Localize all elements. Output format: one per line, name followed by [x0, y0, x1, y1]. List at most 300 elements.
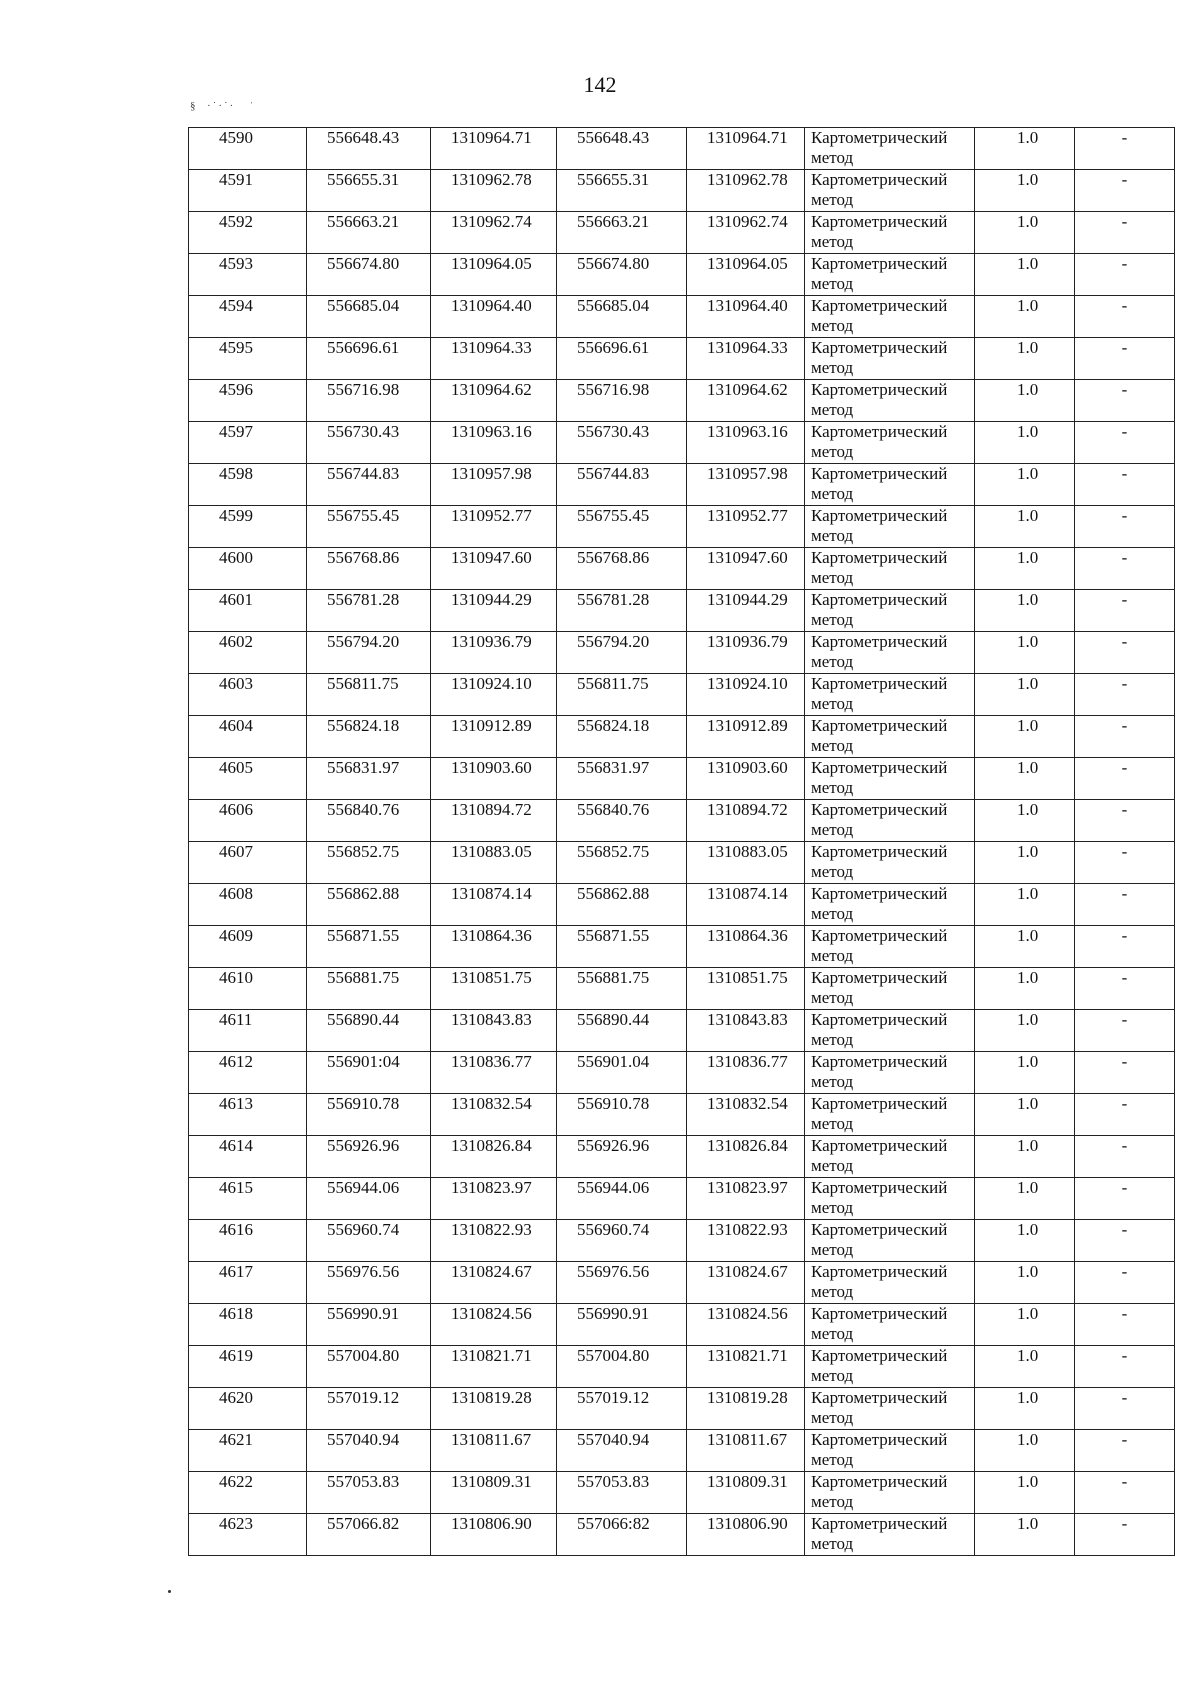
accuracy-cell: 1.0: [975, 800, 1075, 842]
x-coordinate-cell: 556901:04: [307, 1052, 431, 1094]
x-coordinate-cell: 556768.86: [557, 548, 687, 590]
y-coordinate-cell: 1310836.77: [687, 1052, 805, 1094]
method-cell: [805, 1178, 975, 1220]
note-cell: -: [1075, 1052, 1175, 1094]
note-cell: -: [1075, 338, 1175, 380]
y-coordinate-cell: 1310811.67: [431, 1430, 557, 1472]
point-number-cell: 4622: [189, 1472, 307, 1514]
x-coordinate-cell: 556655.31: [557, 170, 687, 212]
point-number-cell: 4621: [189, 1430, 307, 1472]
x-coordinate-cell: 556990.91: [307, 1304, 431, 1346]
note-cell: -: [1075, 1094, 1175, 1136]
table-row: [189, 380, 1175, 422]
method-line-2: метод: [811, 568, 854, 587]
x-coordinate-cell: 556663.21: [557, 212, 687, 254]
method-cell: [805, 1430, 975, 1472]
note-cell: -: [1075, 758, 1175, 800]
y-coordinate-cell: 1310947.60: [687, 548, 805, 590]
accuracy-cell: 1.0: [975, 548, 1075, 590]
point-number-cell: 4603: [189, 674, 307, 716]
method-cell: [805, 800, 975, 842]
table-row: [189, 1052, 1175, 1094]
x-coordinate-cell: 556674.80: [307, 254, 431, 296]
y-coordinate-cell: 1310864.36: [687, 926, 805, 968]
method-line-1: Картометрический: [811, 716, 948, 735]
x-coordinate-cell: 556696.61: [307, 338, 431, 380]
note-cell: -: [1075, 422, 1175, 464]
accuracy-cell: 1.0: [975, 1346, 1075, 1388]
x-coordinate-cell: 556781.28: [557, 590, 687, 632]
note-cell: -: [1075, 800, 1175, 842]
x-coordinate-cell: 556890.44: [557, 1010, 687, 1052]
method-cell: [805, 548, 975, 590]
method-line-1: Картометрический: [811, 1136, 948, 1155]
y-coordinate-cell: 1310944.29: [687, 590, 805, 632]
x-coordinate-cell: 556852.75: [307, 842, 431, 884]
accuracy-cell: 1.0: [975, 1304, 1075, 1346]
method-line-1: Картометрический: [811, 296, 948, 315]
method-cell: [805, 1052, 975, 1094]
table-row: [189, 758, 1175, 800]
method-line-1: Картометрический: [811, 464, 948, 483]
y-coordinate-cell: 1310809.31: [431, 1472, 557, 1514]
x-coordinate-cell: 556960.74: [557, 1220, 687, 1262]
method-line-2: метод: [811, 148, 854, 167]
y-coordinate-cell: 1310903.60: [687, 758, 805, 800]
method-line-2: метод: [811, 1534, 854, 1553]
table-row: [189, 926, 1175, 968]
table-row: [189, 1136, 1175, 1178]
method-cell: [805, 296, 975, 338]
point-number-cell: 4601: [189, 590, 307, 632]
accuracy-cell: 1.0: [975, 1052, 1075, 1094]
y-coordinate-cell: 1310964.40: [431, 296, 557, 338]
accuracy-cell: 1.0: [975, 128, 1075, 170]
y-coordinate-cell: 1310964.33: [687, 338, 805, 380]
point-number-cell: 4613: [189, 1094, 307, 1136]
point-number-cell: 4600: [189, 548, 307, 590]
table-row: [189, 506, 1175, 548]
note-cell: -: [1075, 1472, 1175, 1514]
accuracy-cell: 1.0: [975, 1430, 1075, 1472]
method-line-1: Картометрический: [811, 1052, 948, 1071]
note-cell: -: [1075, 842, 1175, 884]
method-line-1: Картометрический: [811, 968, 948, 987]
method-line-1: Картометрический: [811, 1010, 948, 1029]
method-line-2: метод: [811, 946, 854, 965]
y-coordinate-cell: 1310952.77: [431, 506, 557, 548]
method-cell: [805, 716, 975, 758]
y-coordinate-cell: 1310822.93: [687, 1220, 805, 1262]
table-row: [189, 674, 1175, 716]
x-coordinate-cell: 556926.96: [307, 1136, 431, 1178]
x-coordinate-cell: 557040.94: [557, 1430, 687, 1472]
method-line-1: Картометрический: [811, 884, 948, 903]
method-line-2: метод: [811, 820, 854, 839]
y-coordinate-cell: 1310823.97: [687, 1178, 805, 1220]
table-row: [189, 842, 1175, 884]
accuracy-cell: 1.0: [975, 926, 1075, 968]
accuracy-cell: 1.0: [975, 842, 1075, 884]
method-cell: [805, 926, 975, 968]
table-row: [189, 1220, 1175, 1262]
y-coordinate-cell: 1310836.77: [431, 1052, 557, 1094]
accuracy-cell: 1.0: [975, 1220, 1075, 1262]
x-coordinate-cell: 556744.83: [557, 464, 687, 506]
table-row: [189, 128, 1175, 170]
x-coordinate-cell: 556655.31: [307, 170, 431, 212]
point-number-cell: 4608: [189, 884, 307, 926]
y-coordinate-cell: 1310962.74: [687, 212, 805, 254]
y-coordinate-cell: 1310962.78: [687, 170, 805, 212]
x-coordinate-cell: 556696.61: [557, 338, 687, 380]
y-coordinate-cell: 1310883.05: [431, 842, 557, 884]
method-cell: [805, 254, 975, 296]
method-line-2: метод: [811, 1072, 854, 1091]
x-coordinate-cell: 556730.43: [307, 422, 431, 464]
method-line-1: Картометрический: [811, 1472, 948, 1491]
y-coordinate-cell: 1310964.05: [687, 254, 805, 296]
table-row: [189, 884, 1175, 926]
y-coordinate-cell: 1310864.36: [431, 926, 557, 968]
y-coordinate-cell: 1310821.71: [431, 1346, 557, 1388]
x-coordinate-cell: 556648.43: [557, 128, 687, 170]
table-row: [189, 1346, 1175, 1388]
table-row: [189, 212, 1175, 254]
y-coordinate-cell: 1310843.83: [687, 1010, 805, 1052]
y-coordinate-cell: 1310832.54: [431, 1094, 557, 1136]
point-number-cell: 4597: [189, 422, 307, 464]
point-number-cell: 4618: [189, 1304, 307, 1346]
point-number-cell: 4612: [189, 1052, 307, 1094]
table-row: [189, 716, 1175, 758]
method-line-1: Картометрический: [811, 1346, 948, 1365]
note-cell: -: [1075, 1010, 1175, 1052]
method-line-2: метод: [811, 1156, 854, 1175]
note-cell: -: [1075, 632, 1175, 674]
y-coordinate-cell: 1310962.78: [431, 170, 557, 212]
method-line-1: Картометрический: [811, 1262, 948, 1281]
method-cell: [805, 968, 975, 1010]
note-cell: -: [1075, 212, 1175, 254]
method-line-2: метод: [811, 1240, 854, 1259]
y-coordinate-cell: 1310964.71: [687, 128, 805, 170]
y-coordinate-cell: 1310963.16: [431, 422, 557, 464]
table-row: [189, 170, 1175, 212]
note-cell: -: [1075, 716, 1175, 758]
note-cell: -: [1075, 254, 1175, 296]
y-coordinate-cell: 1310851.75: [431, 968, 557, 1010]
x-coordinate-cell: 556685.04: [307, 296, 431, 338]
table-row: [189, 254, 1175, 296]
x-coordinate-cell: 556831.97: [307, 758, 431, 800]
method-line-2: метод: [811, 904, 854, 923]
x-coordinate-cell: 556926.96: [557, 1136, 687, 1178]
x-coordinate-cell: 556831.97: [557, 758, 687, 800]
accuracy-cell: 1.0: [975, 716, 1075, 758]
accuracy-cell: 1.0: [975, 170, 1075, 212]
note-cell: -: [1075, 590, 1175, 632]
table-row: [189, 1094, 1175, 1136]
x-coordinate-cell: 556901.04: [557, 1052, 687, 1094]
method-line-2: метод: [811, 862, 854, 881]
point-number-cell: 4609: [189, 926, 307, 968]
method-cell: [805, 842, 975, 884]
method-line-1: Картометрический: [811, 1304, 948, 1323]
x-coordinate-cell: 556871.55: [307, 926, 431, 968]
note-cell: -: [1075, 170, 1175, 212]
method-line-2: метод: [811, 232, 854, 251]
x-coordinate-cell: 556824.18: [557, 716, 687, 758]
table-row: [189, 1304, 1175, 1346]
note-cell: -: [1075, 1220, 1175, 1262]
method-line-2: метод: [811, 1366, 854, 1385]
method-line-1: Картометрический: [811, 254, 948, 273]
x-coordinate-cell: 556730.43: [557, 422, 687, 464]
x-coordinate-cell: 556716.98: [557, 380, 687, 422]
note-cell: -: [1075, 1388, 1175, 1430]
method-line-2: метод: [811, 1492, 854, 1511]
method-cell: [805, 1136, 975, 1178]
table-row: [189, 464, 1175, 506]
y-coordinate-cell: 1310806.90: [431, 1514, 557, 1556]
method-line-1: Картометрический: [811, 548, 948, 567]
y-coordinate-cell: 1310964.62: [687, 380, 805, 422]
point-number-cell: 4619: [189, 1346, 307, 1388]
point-number-cell: 4599: [189, 506, 307, 548]
x-coordinate-cell: 556674.80: [557, 254, 687, 296]
x-coordinate-cell: 556862.88: [307, 884, 431, 926]
point-number-cell: 4595: [189, 338, 307, 380]
method-cell: [805, 212, 975, 254]
y-coordinate-cell: 1310874.14: [431, 884, 557, 926]
note-cell: -: [1075, 968, 1175, 1010]
accuracy-cell: 1.0: [975, 674, 1075, 716]
x-coordinate-cell: 557053.83: [557, 1472, 687, 1514]
accuracy-cell: 1.0: [975, 590, 1075, 632]
note-cell: -: [1075, 674, 1175, 716]
method-cell: [805, 1472, 975, 1514]
method-line-2: метод: [811, 988, 854, 1007]
x-coordinate-cell: 556685.04: [557, 296, 687, 338]
y-coordinate-cell: 1310824.67: [687, 1262, 805, 1304]
accuracy-cell: 1.0: [975, 1514, 1075, 1556]
table-row: [189, 590, 1175, 632]
scan-dot-mark: [168, 1590, 171, 1593]
x-coordinate-cell: 556944.06: [307, 1178, 431, 1220]
table-row: [189, 1388, 1175, 1430]
y-coordinate-cell: 1310952.77: [687, 506, 805, 548]
note-cell: -: [1075, 296, 1175, 338]
point-number-cell: 4590: [189, 128, 307, 170]
method-cell: [805, 1262, 975, 1304]
point-number-cell: 4604: [189, 716, 307, 758]
accuracy-cell: 1.0: [975, 1388, 1075, 1430]
method-line-2: метод: [811, 400, 854, 419]
method-line-1: Картометрический: [811, 926, 948, 945]
point-number-cell: 4623: [189, 1514, 307, 1556]
method-line-2: метод: [811, 694, 854, 713]
y-coordinate-cell: 1310894.72: [687, 800, 805, 842]
y-coordinate-cell: 1310964.71: [431, 128, 557, 170]
table-row: [189, 296, 1175, 338]
method-cell: [805, 1304, 975, 1346]
accuracy-cell: 1.0: [975, 1262, 1075, 1304]
y-coordinate-cell: 1310823.97: [431, 1178, 557, 1220]
x-coordinate-cell: 557066.82: [307, 1514, 431, 1556]
table-row: [189, 1010, 1175, 1052]
point-number-cell: 4605: [189, 758, 307, 800]
method-line-2: метод: [811, 778, 854, 797]
method-line-1: Картометрический: [811, 1430, 948, 1449]
accuracy-cell: 1.0: [975, 1472, 1075, 1514]
y-coordinate-cell: 1310826.84: [431, 1136, 557, 1178]
y-coordinate-cell: 1310894.72: [431, 800, 557, 842]
method-line-1: Картометрический: [811, 800, 948, 819]
table-row: [189, 338, 1175, 380]
x-coordinate-cell: 556976.56: [557, 1262, 687, 1304]
point-number-cell: 4616: [189, 1220, 307, 1262]
y-coordinate-cell: 1310957.98: [687, 464, 805, 506]
y-coordinate-cell: 1310964.40: [687, 296, 805, 338]
y-coordinate-cell: 1310964.33: [431, 338, 557, 380]
method-cell: [805, 884, 975, 926]
y-coordinate-cell: 1310924.10: [687, 674, 805, 716]
method-cell: [805, 338, 975, 380]
method-line-1: Картометрический: [811, 506, 948, 525]
method-line-2: метод: [811, 316, 854, 335]
method-line-2: метод: [811, 274, 854, 293]
y-coordinate-cell: 1310809.31: [687, 1472, 805, 1514]
method-cell: [805, 128, 975, 170]
accuracy-cell: 1.0: [975, 212, 1075, 254]
table-row: [189, 1514, 1175, 1556]
point-number-cell: 4615: [189, 1178, 307, 1220]
method-line-2: метод: [811, 1030, 854, 1049]
method-cell: [805, 1514, 975, 1556]
method-cell: [805, 422, 975, 464]
method-cell: [805, 632, 975, 674]
method-cell: [805, 1346, 975, 1388]
y-coordinate-cell: 1310874.14: [687, 884, 805, 926]
x-coordinate-cell: 556648.43: [307, 128, 431, 170]
method-line-1: Картометрический: [811, 422, 948, 441]
point-number-cell: 4620: [189, 1388, 307, 1430]
method-line-2: метод: [811, 190, 854, 209]
x-coordinate-cell: 556944.06: [557, 1178, 687, 1220]
y-coordinate-cell: 1310936.79: [687, 632, 805, 674]
coordinates-table-body: [189, 128, 1175, 1556]
accuracy-cell: 1.0: [975, 758, 1075, 800]
method-line-1: Картометрический: [811, 212, 948, 231]
accuracy-cell: 1.0: [975, 632, 1075, 674]
method-line-1: Картометрический: [811, 632, 948, 651]
x-coordinate-cell: 556862.88: [557, 884, 687, 926]
note-cell: -: [1075, 1514, 1175, 1556]
method-line-1: Картометрический: [811, 1388, 948, 1407]
method-line-2: метод: [811, 736, 854, 755]
coordinates-table-wrapper: [188, 127, 1174, 1556]
method-line-2: метод: [811, 1450, 854, 1469]
method-line-2: метод: [811, 1114, 854, 1133]
x-coordinate-cell: 557053.83: [307, 1472, 431, 1514]
note-cell: -: [1075, 1178, 1175, 1220]
note-cell: -: [1075, 1430, 1175, 1472]
x-coordinate-cell: 556663.21: [307, 212, 431, 254]
accuracy-cell: 1.0: [975, 1094, 1075, 1136]
method-cell: [805, 170, 975, 212]
method-line-2: метод: [811, 526, 854, 545]
accuracy-cell: 1.0: [975, 254, 1075, 296]
method-cell: [805, 1010, 975, 1052]
method-line-1: Картометрический: [811, 758, 948, 777]
method-line-2: метод: [811, 652, 854, 671]
y-coordinate-cell: 1310957.98: [431, 464, 557, 506]
point-number-cell: 4606: [189, 800, 307, 842]
table-row: [189, 632, 1175, 674]
table-row: [189, 968, 1175, 1010]
y-coordinate-cell: 1310962.74: [431, 212, 557, 254]
method-line-2: метод: [811, 1198, 854, 1217]
accuracy-cell: 1.0: [975, 506, 1075, 548]
x-coordinate-cell: 557066:82: [557, 1514, 687, 1556]
method-line-1: Картометрический: [811, 1094, 948, 1113]
accuracy-cell: 1.0: [975, 380, 1075, 422]
note-cell: -: [1075, 506, 1175, 548]
y-coordinate-cell: 1310819.28: [687, 1388, 805, 1430]
x-coordinate-cell: 556781.28: [307, 590, 431, 632]
point-number-cell: 4591: [189, 170, 307, 212]
y-coordinate-cell: 1310824.56: [431, 1304, 557, 1346]
accuracy-cell: 1.0: [975, 968, 1075, 1010]
point-number-cell: 4593: [189, 254, 307, 296]
method-line-1: Картометрический: [811, 338, 948, 357]
table-row: [189, 548, 1175, 590]
method-line-1: Картометрический: [811, 1220, 948, 1239]
y-coordinate-cell: 1310822.93: [431, 1220, 557, 1262]
accuracy-cell: 1.0: [975, 422, 1075, 464]
note-cell: -: [1075, 884, 1175, 926]
note-cell: -: [1075, 1136, 1175, 1178]
x-coordinate-cell: 557004.80: [307, 1346, 431, 1388]
point-number-cell: 4614: [189, 1136, 307, 1178]
y-coordinate-cell: 1310819.28: [431, 1388, 557, 1430]
y-coordinate-cell: 1310826.84: [687, 1136, 805, 1178]
x-coordinate-cell: 557019.12: [557, 1388, 687, 1430]
y-coordinate-cell: 1310832.54: [687, 1094, 805, 1136]
y-coordinate-cell: 1310843.83: [431, 1010, 557, 1052]
method-cell: [805, 380, 975, 422]
x-coordinate-cell: 556910.78: [557, 1094, 687, 1136]
method-line-2: метод: [811, 358, 854, 377]
method-line-1: Картометрический: [811, 1514, 948, 1533]
x-coordinate-cell: 556852.75: [557, 842, 687, 884]
accuracy-cell: 1.0: [975, 296, 1075, 338]
y-coordinate-cell: 1310811.67: [687, 1430, 805, 1472]
x-coordinate-cell: 556794.20: [557, 632, 687, 674]
x-coordinate-cell: 556768.86: [307, 548, 431, 590]
table-row: [189, 1178, 1175, 1220]
page-number: 142: [583, 72, 617, 97]
y-coordinate-cell: 1310824.67: [431, 1262, 557, 1304]
x-coordinate-cell: 556794.20: [307, 632, 431, 674]
y-coordinate-cell: 1310963.16: [687, 422, 805, 464]
x-coordinate-cell: 556881.75: [557, 968, 687, 1010]
table-row: [189, 1472, 1175, 1514]
x-coordinate-cell: 556755.45: [557, 506, 687, 548]
method-line-1: Картометрический: [811, 590, 948, 609]
y-coordinate-cell: 1310964.62: [431, 380, 557, 422]
